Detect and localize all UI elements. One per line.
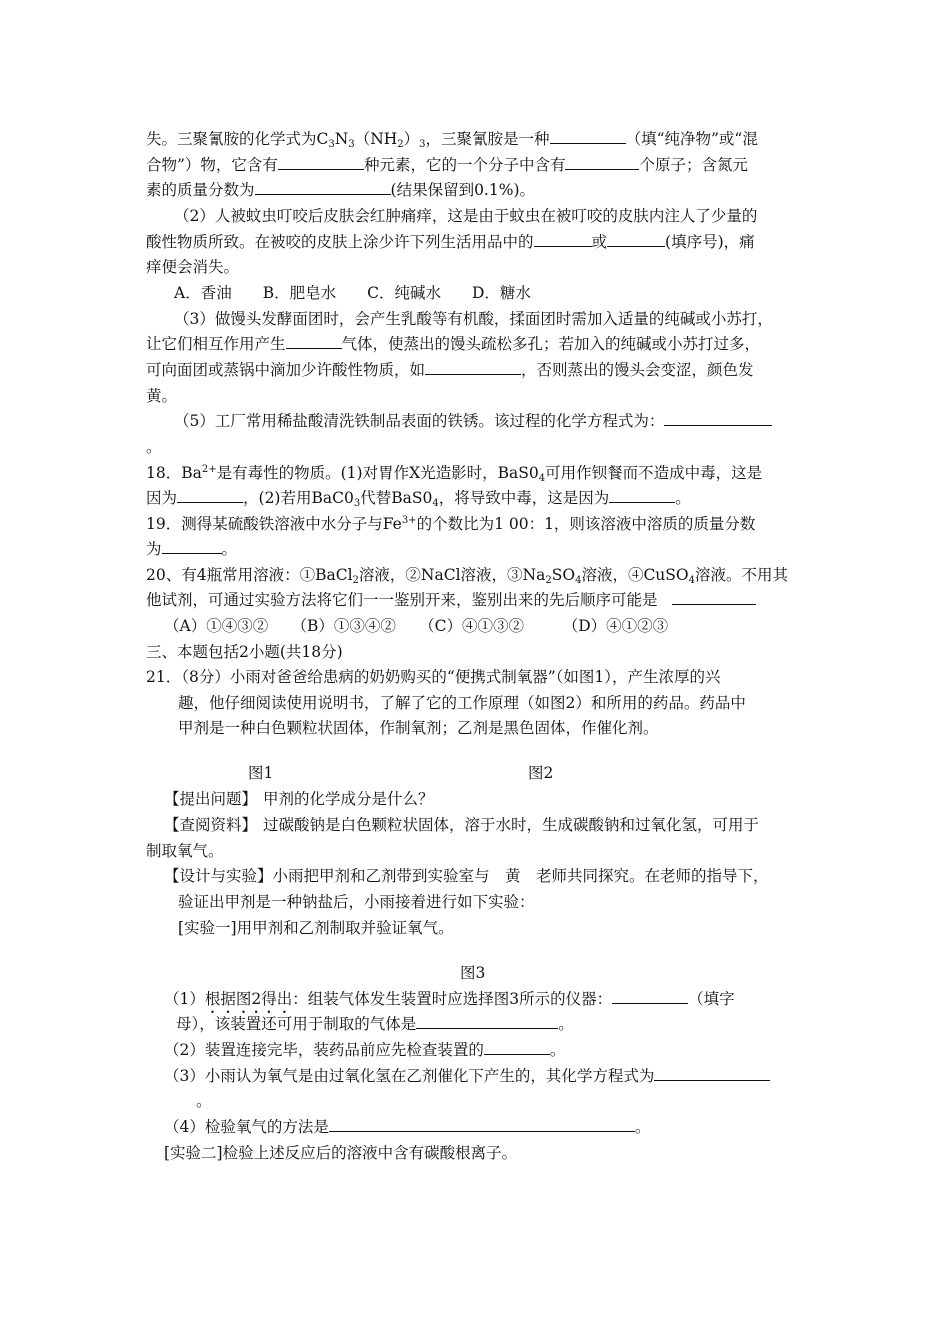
line-q3-1: （3）做馒头发酵面团时，会产生乳酸等有机酸，揉面团时需加入适量的纯碱或小苏打， — [174, 310, 773, 328]
line-q2-1: （2）人被蚊虫叮咬后皮肤会红肿痛痒，这是由于蚊虫在被叮咬的皮肤内注人了少量的 — [174, 207, 758, 225]
line-q2-3: 痒便会消失。 — [146, 258, 240, 276]
line-q18-1: 18．$Ba^{2+}$是有毒性的物质。(1)对胃作X光造影时，$BaS0_4$可用作钡餐而不造成中毒，这是 — [146, 464, 763, 484]
blank-nitrogen-fraction[interactable] — [255, 179, 391, 195]
line-exp1: [实验一]用甲剂和乙剂制取并验证氧气。 — [178, 919, 454, 937]
blank-step1-apparatus[interactable] — [612, 988, 688, 1004]
blank-q2-b[interactable] — [607, 231, 665, 247]
blank-q2-a[interactable] — [534, 231, 592, 247]
blank-q18-reason1[interactable] — [177, 487, 243, 503]
figure-3-caption: 图3 — [460, 964, 486, 982]
line-q-top-3: 素的质量分数为 (结果保留到0.1%)。 — [146, 181, 535, 199]
line-step4: （4）检验氧气的方法是 。 — [164, 1118, 651, 1136]
figure-2-caption: 图2 — [528, 764, 554, 782]
blank-q18-reason2[interactable] — [609, 487, 675, 503]
blank-step3-equation[interactable] — [654, 1065, 770, 1081]
blank-q3-acid[interactable] — [425, 359, 521, 375]
line-q-top-2: 合物”）物，它含有 种元素，它的一个分子中含有 个原子；含氮元 — [146, 156, 748, 174]
line-exp2: [实验二]检验上述反应后的溶液中含有碳酸根离子。 — [164, 1144, 518, 1162]
line-q20-1: 20、有4瓶常用溶液：①BaCl$_2$溶液，②NaCl溶液，$③Na_2SO_4$溶液，④CuSO$_4$溶液。不用其 — [146, 566, 788, 586]
line-ref-2: 制取氧气。 — [146, 842, 224, 860]
line-q5-1: （5）工厂常用稀盐酸清洗铁制品表面的铁锈。该过程的化学方程式为： — [174, 410, 772, 432]
line-step3: （3）小雨认为氧气是由过氧化氢在乙剂催化下产生的，其化学方程式为 — [164, 1065, 770, 1087]
line-q3-2: 让它们相互作用产生 气体，使蒸出的馒头疏松多孔；若加入的纯碱或小苏打过多， — [146, 335, 761, 353]
line-q21-3: 甲剂是一种白色颗粒状固体，作制氧剂；乙剂是黑色固体，作催化剂。 — [178, 719, 659, 737]
q2-options: A．香油 B．肥皂水 C．纯碱水 D．糖水 — [174, 284, 531, 302]
blank-step2[interactable] — [484, 1039, 550, 1055]
blank-q3-gas[interactable] — [286, 333, 342, 349]
line-step3-2: 。 — [196, 1092, 212, 1110]
q20-options: （A）①④③② （B）①③④② （C）④①③② （D）④①②③ — [164, 617, 669, 635]
line-ask: 【提出问题】 甲剂的化学成分是什么？ — [164, 790, 434, 808]
line-q2-2: 酸性物质所致。在被咬的皮肤上涂少许下列生活用品中的 或 (填序号)，痛 — [146, 233, 755, 251]
line-q3-4: 黄。 — [146, 387, 178, 405]
line-q5-2: 。 — [146, 438, 162, 456]
blank-q20-order[interactable] — [672, 589, 756, 605]
line-q-top-1: 失。三聚氰胺的化学式为$C_3N_3(NH_2)_3$，三聚氰胺是一种 （填“纯净物”或“混 — [146, 130, 758, 150]
line-ref: 【查阅资料】 过碳酸钠是白色颗粒状固体，溶于水时，生成碳酸钠和过氧化氢，可用于 — [164, 816, 760, 834]
blank-step4-method[interactable] — [329, 1116, 635, 1132]
line-q21-2: 趣，他仔细阅读使用说明书，了解了它的工作原理（如图2）和所用的药品。药品中 — [178, 694, 746, 712]
line-design: 【设计与实验】小雨把甲剂和乙剂带到实验室与 黄 老师共同探究。在老师的指导下， — [164, 867, 769, 885]
blank-q19-fraction[interactable] — [162, 538, 222, 554]
line-q19-2: 为 。 — [146, 540, 238, 558]
line-q21-1: 21．（8分）小雨对爸爸给患病的奶奶购买的“便携式制氧器”（如图1），产生浓厚的兴 — [146, 668, 721, 686]
blank-atom-count[interactable] — [565, 154, 639, 170]
line-step1-2: 母），该装置还可用于制取的气体是 。 — [176, 1015, 574, 1033]
line-step2: （2）装置连接完毕，装药品前应先检查装置的 。 — [164, 1041, 566, 1059]
line-q20-2: 他试剂，可通过实验方法将它们一一鉴别开来，鉴别出来的先后顺序可能是 — [146, 589, 756, 611]
line-q19-1: 19．测得某硫酸铁溶液中水分子与$Fe^{3+}$的个数比为1 00：1，则该溶液中溶质的质量分数 — [146, 515, 756, 533]
blank-q5-equation[interactable] — [664, 410, 772, 426]
blank-substance-type[interactable] — [550, 128, 626, 144]
section-3-heading: 三、本题包括2小题(共18分) — [146, 643, 343, 661]
blank-step1-gas[interactable] — [416, 1013, 558, 1029]
line-design-2: 验证出甲剂是一种钠盐后，小雨接着进行如下实验： — [178, 893, 535, 911]
blank-element-count[interactable] — [278, 154, 364, 170]
line-q18-2: 因为 ，(2)若用$BaC0_3$代替$BaS0_4$，将导致中毒，这是因为 。 — [146, 489, 691, 509]
line-step1: （1）根据图2得出：组装气体发生装置时应选择图3所示的仪器： （填字 — [164, 990, 735, 1008]
figure-1-caption: 图1 — [248, 764, 274, 782]
line-q3-3: 可向面团或蒸锅中滴加少许酸性物质，如 ，否则蒸出的馒头会变涩，颜色发 — [146, 361, 754, 379]
